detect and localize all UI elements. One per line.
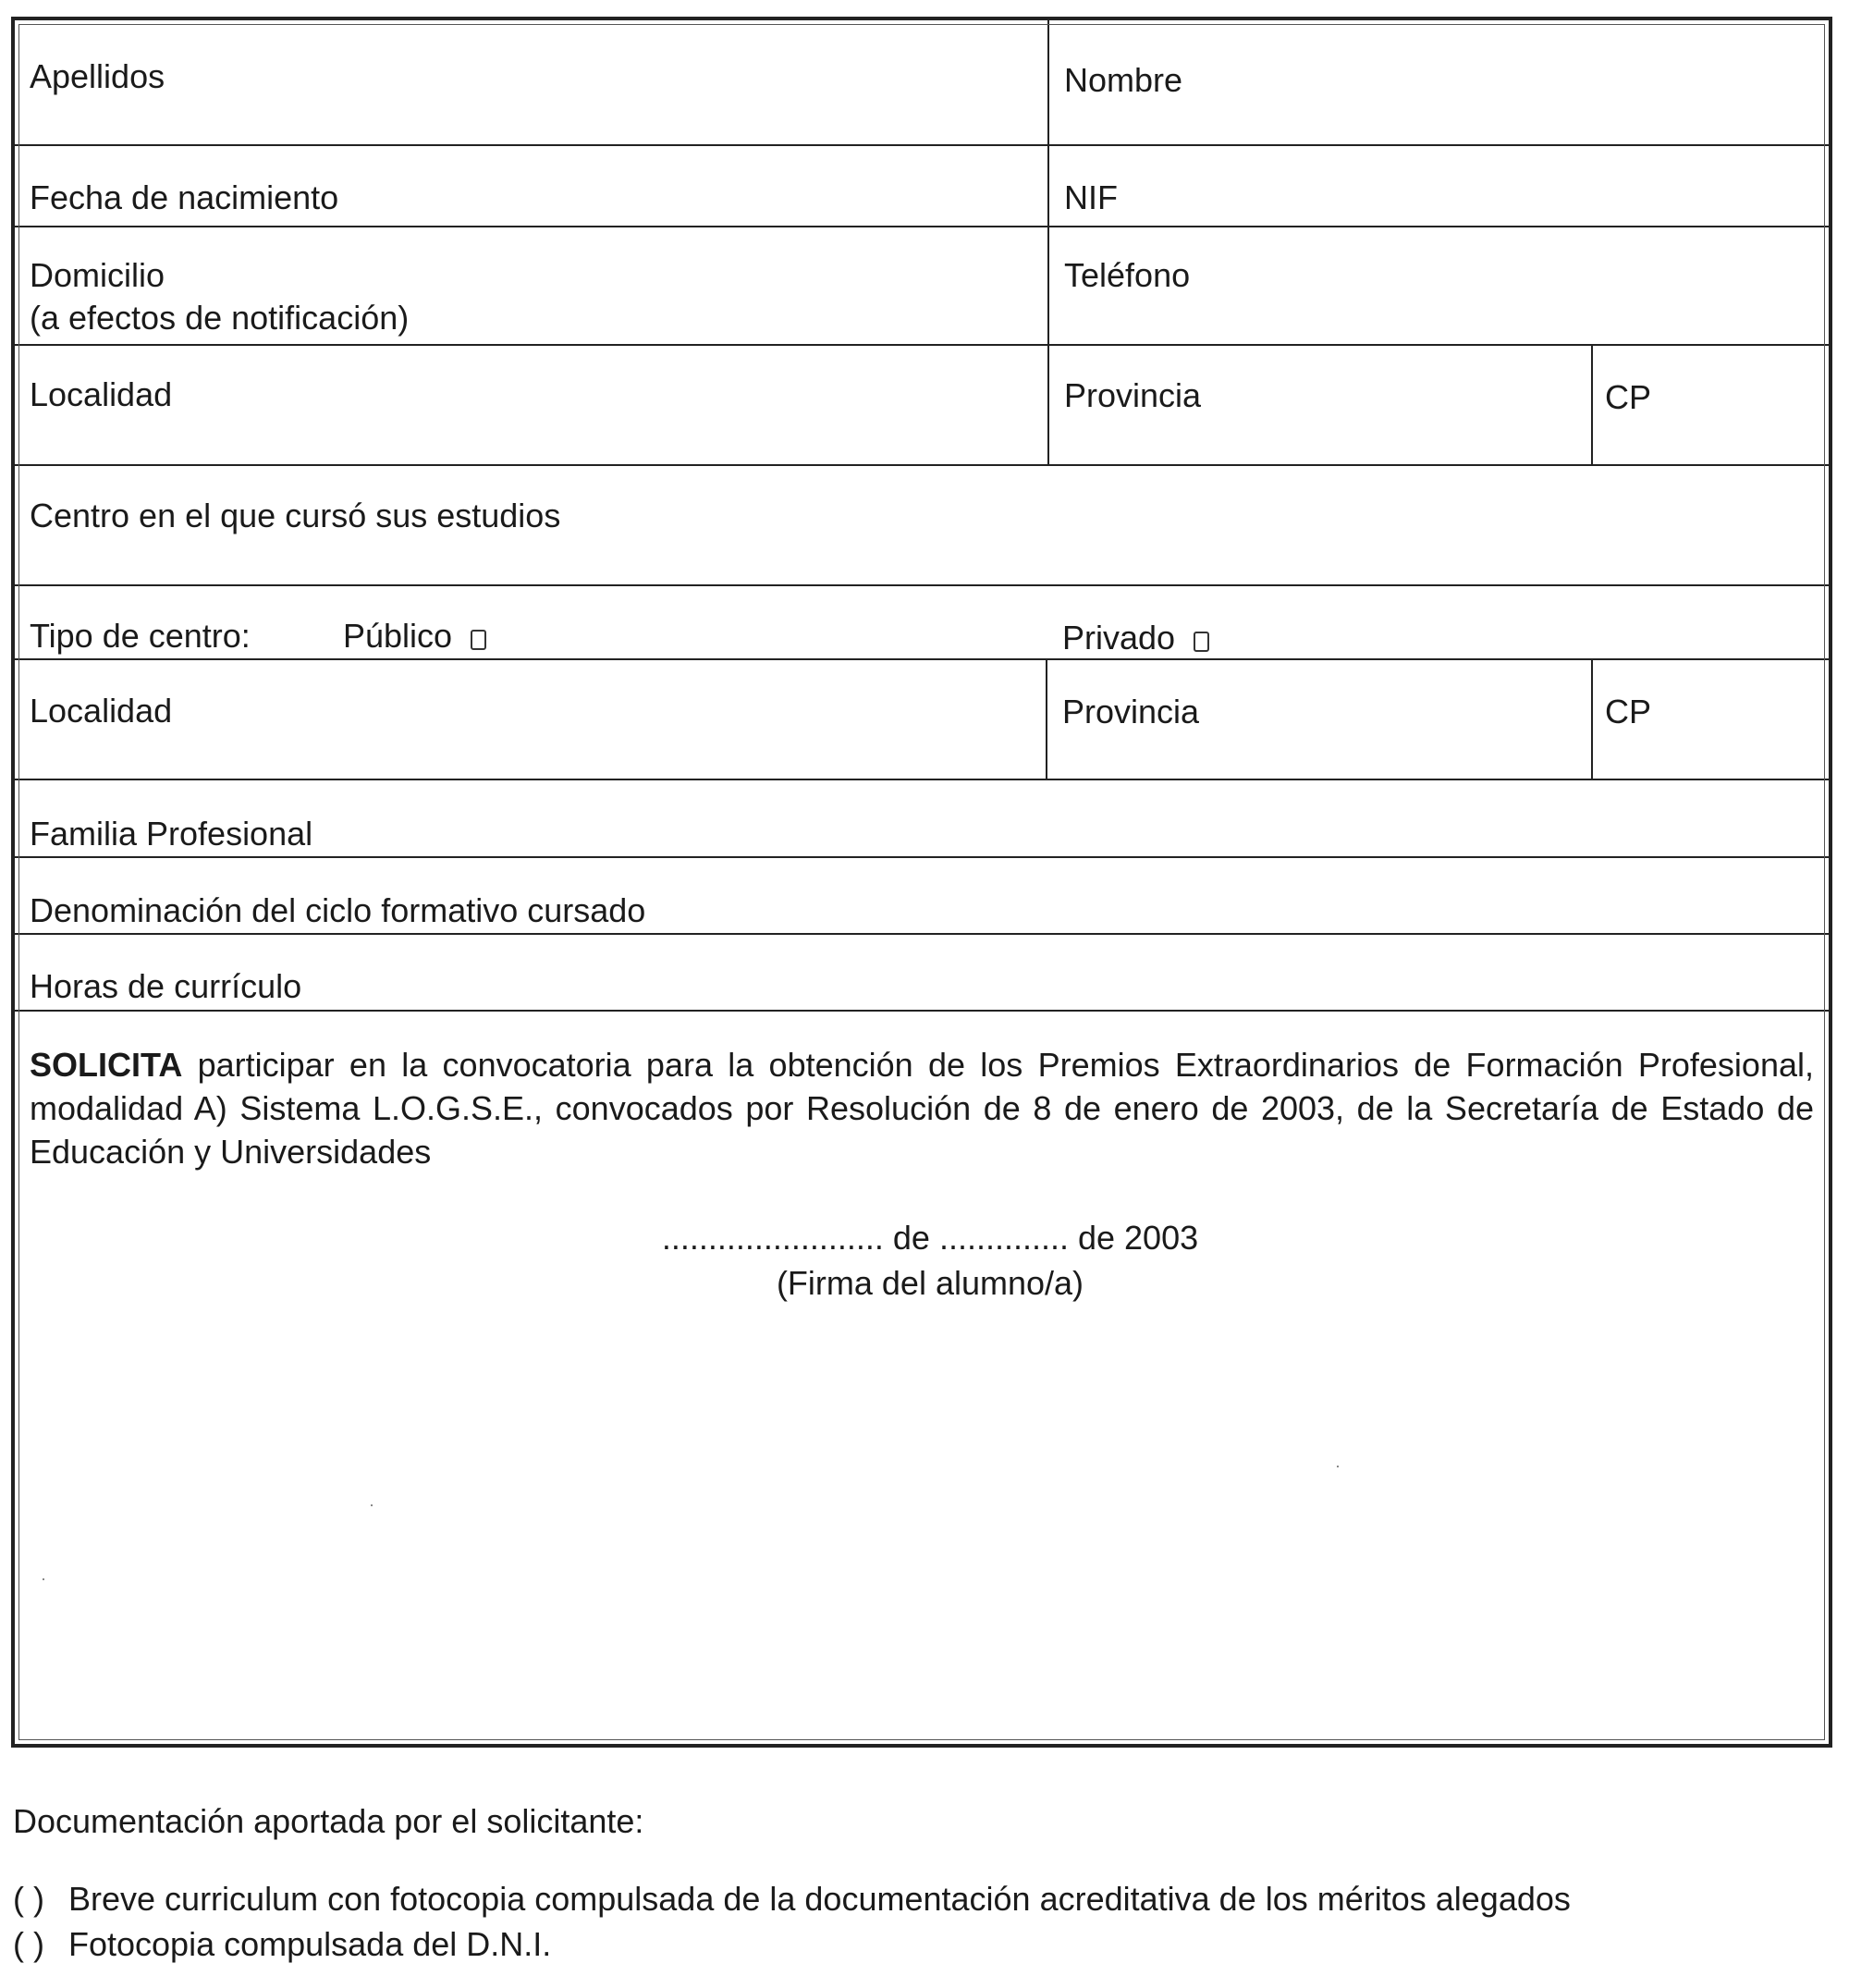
solicitud-form — [11, 17, 1832, 1748]
privado-checkbox[interactable] — [1194, 632, 1209, 652]
telefono-field[interactable]: Teléfono — [1064, 256, 1191, 294]
solicita-paragraph — [30, 1043, 1814, 1173]
familia-profesional-field[interactable]: Familia Profesional — [30, 815, 313, 853]
nif-field[interactable]: NIF — [1064, 178, 1118, 216]
publico-option[interactable] — [343, 615, 486, 657]
centro-provincia-field[interactable]: Provincia — [1062, 693, 1200, 730]
centro-localidad-field[interactable]: Localidad — [30, 692, 173, 730]
scan-speck — [1337, 1466, 1339, 1467]
documentacion-checkbox[interactable]: ( ) — [13, 1880, 44, 1918]
documentacion-title: Documentación aportada por el solicitante: — [13, 1802, 644, 1840]
fecha-linea[interactable]: ........................ de .............. de 2003 — [661, 1219, 1199, 1257]
horas-curriculo-field[interactable]: Horas de currículo — [30, 967, 302, 1005]
provincia-field[interactable]: Provincia — [1064, 376, 1202, 414]
divider — [1046, 660, 1047, 780]
centro-cp-field[interactable]: CP — [1605, 693, 1652, 730]
row-divider — [15, 933, 1829, 935]
scan-speck — [371, 1504, 373, 1506]
domicilio-field[interactable]: Domicilio — [30, 256, 165, 294]
divider — [1591, 346, 1593, 466]
row-divider — [15, 344, 1829, 346]
nombre-field[interactable]: Nombre — [1064, 61, 1183, 99]
domicilio-nota: (a efectos de notificación) — [30, 299, 410, 337]
divider — [1047, 227, 1049, 348]
documentacion-item[interactable] — [13, 1923, 551, 1966]
apellidos-field[interactable]: Apellidos — [30, 57, 165, 95]
firma-label: (Firma del alumno/a) — [776, 1264, 1084, 1302]
row-divider — [15, 464, 1829, 466]
cp-field[interactable]: CP — [1605, 378, 1652, 416]
privado-option[interactable] — [1062, 617, 1209, 659]
solicita-heading: SOLICITA — [30, 1046, 183, 1084]
divider — [1047, 20, 1049, 147]
divider — [1047, 147, 1049, 227]
documentacion-item-label: Breve curriculum con fotocopia compulsada de la documentación acreditativa de los méritos alegados — [68, 1880, 1571, 1918]
row-divider — [15, 144, 1829, 146]
documentacion-item-label: Fotocopia compulsada del D.N.I. — [68, 1925, 552, 1963]
centro-field[interactable]: Centro en el que cursó sus estudios — [30, 497, 561, 534]
row-divider — [15, 584, 1829, 586]
publico-checkbox[interactable] — [471, 630, 486, 650]
row-divider — [15, 856, 1829, 858]
row-divider — [15, 1010, 1829, 1012]
row-divider — [15, 226, 1829, 227]
row-divider — [15, 658, 1829, 660]
row-divider — [15, 779, 1829, 780]
signature-area[interactable] — [15, 1333, 1829, 1736]
fecha-nacimiento-field[interactable]: Fecha de nacimiento — [30, 178, 339, 216]
documentacion-checkbox[interactable]: ( ) — [13, 1925, 44, 1963]
solicita-text: participar en la convocatoria para la obtención de los Premios Extraordinarios de Formación Profesional, modalidad A) Sistema L.O.G.S.E., convocados por Resolución de 8 de enero de 2003, de la Secretaría de Estado de Educación y Universidades — [30, 1046, 1814, 1171]
scan-speck — [43, 1578, 44, 1580]
privado-label: Privado — [1062, 619, 1176, 657]
divider — [1591, 660, 1593, 780]
denominacion-ciclo-field[interactable]: Denominación del ciclo formativo cursado — [30, 891, 646, 929]
divider — [1047, 346, 1049, 466]
publico-label: Público — [343, 617, 453, 655]
localidad-field[interactable]: Localidad — [30, 375, 173, 413]
documentacion-item[interactable] — [13, 1878, 1571, 1921]
tipo-centro-label: Tipo de centro: — [30, 617, 251, 655]
